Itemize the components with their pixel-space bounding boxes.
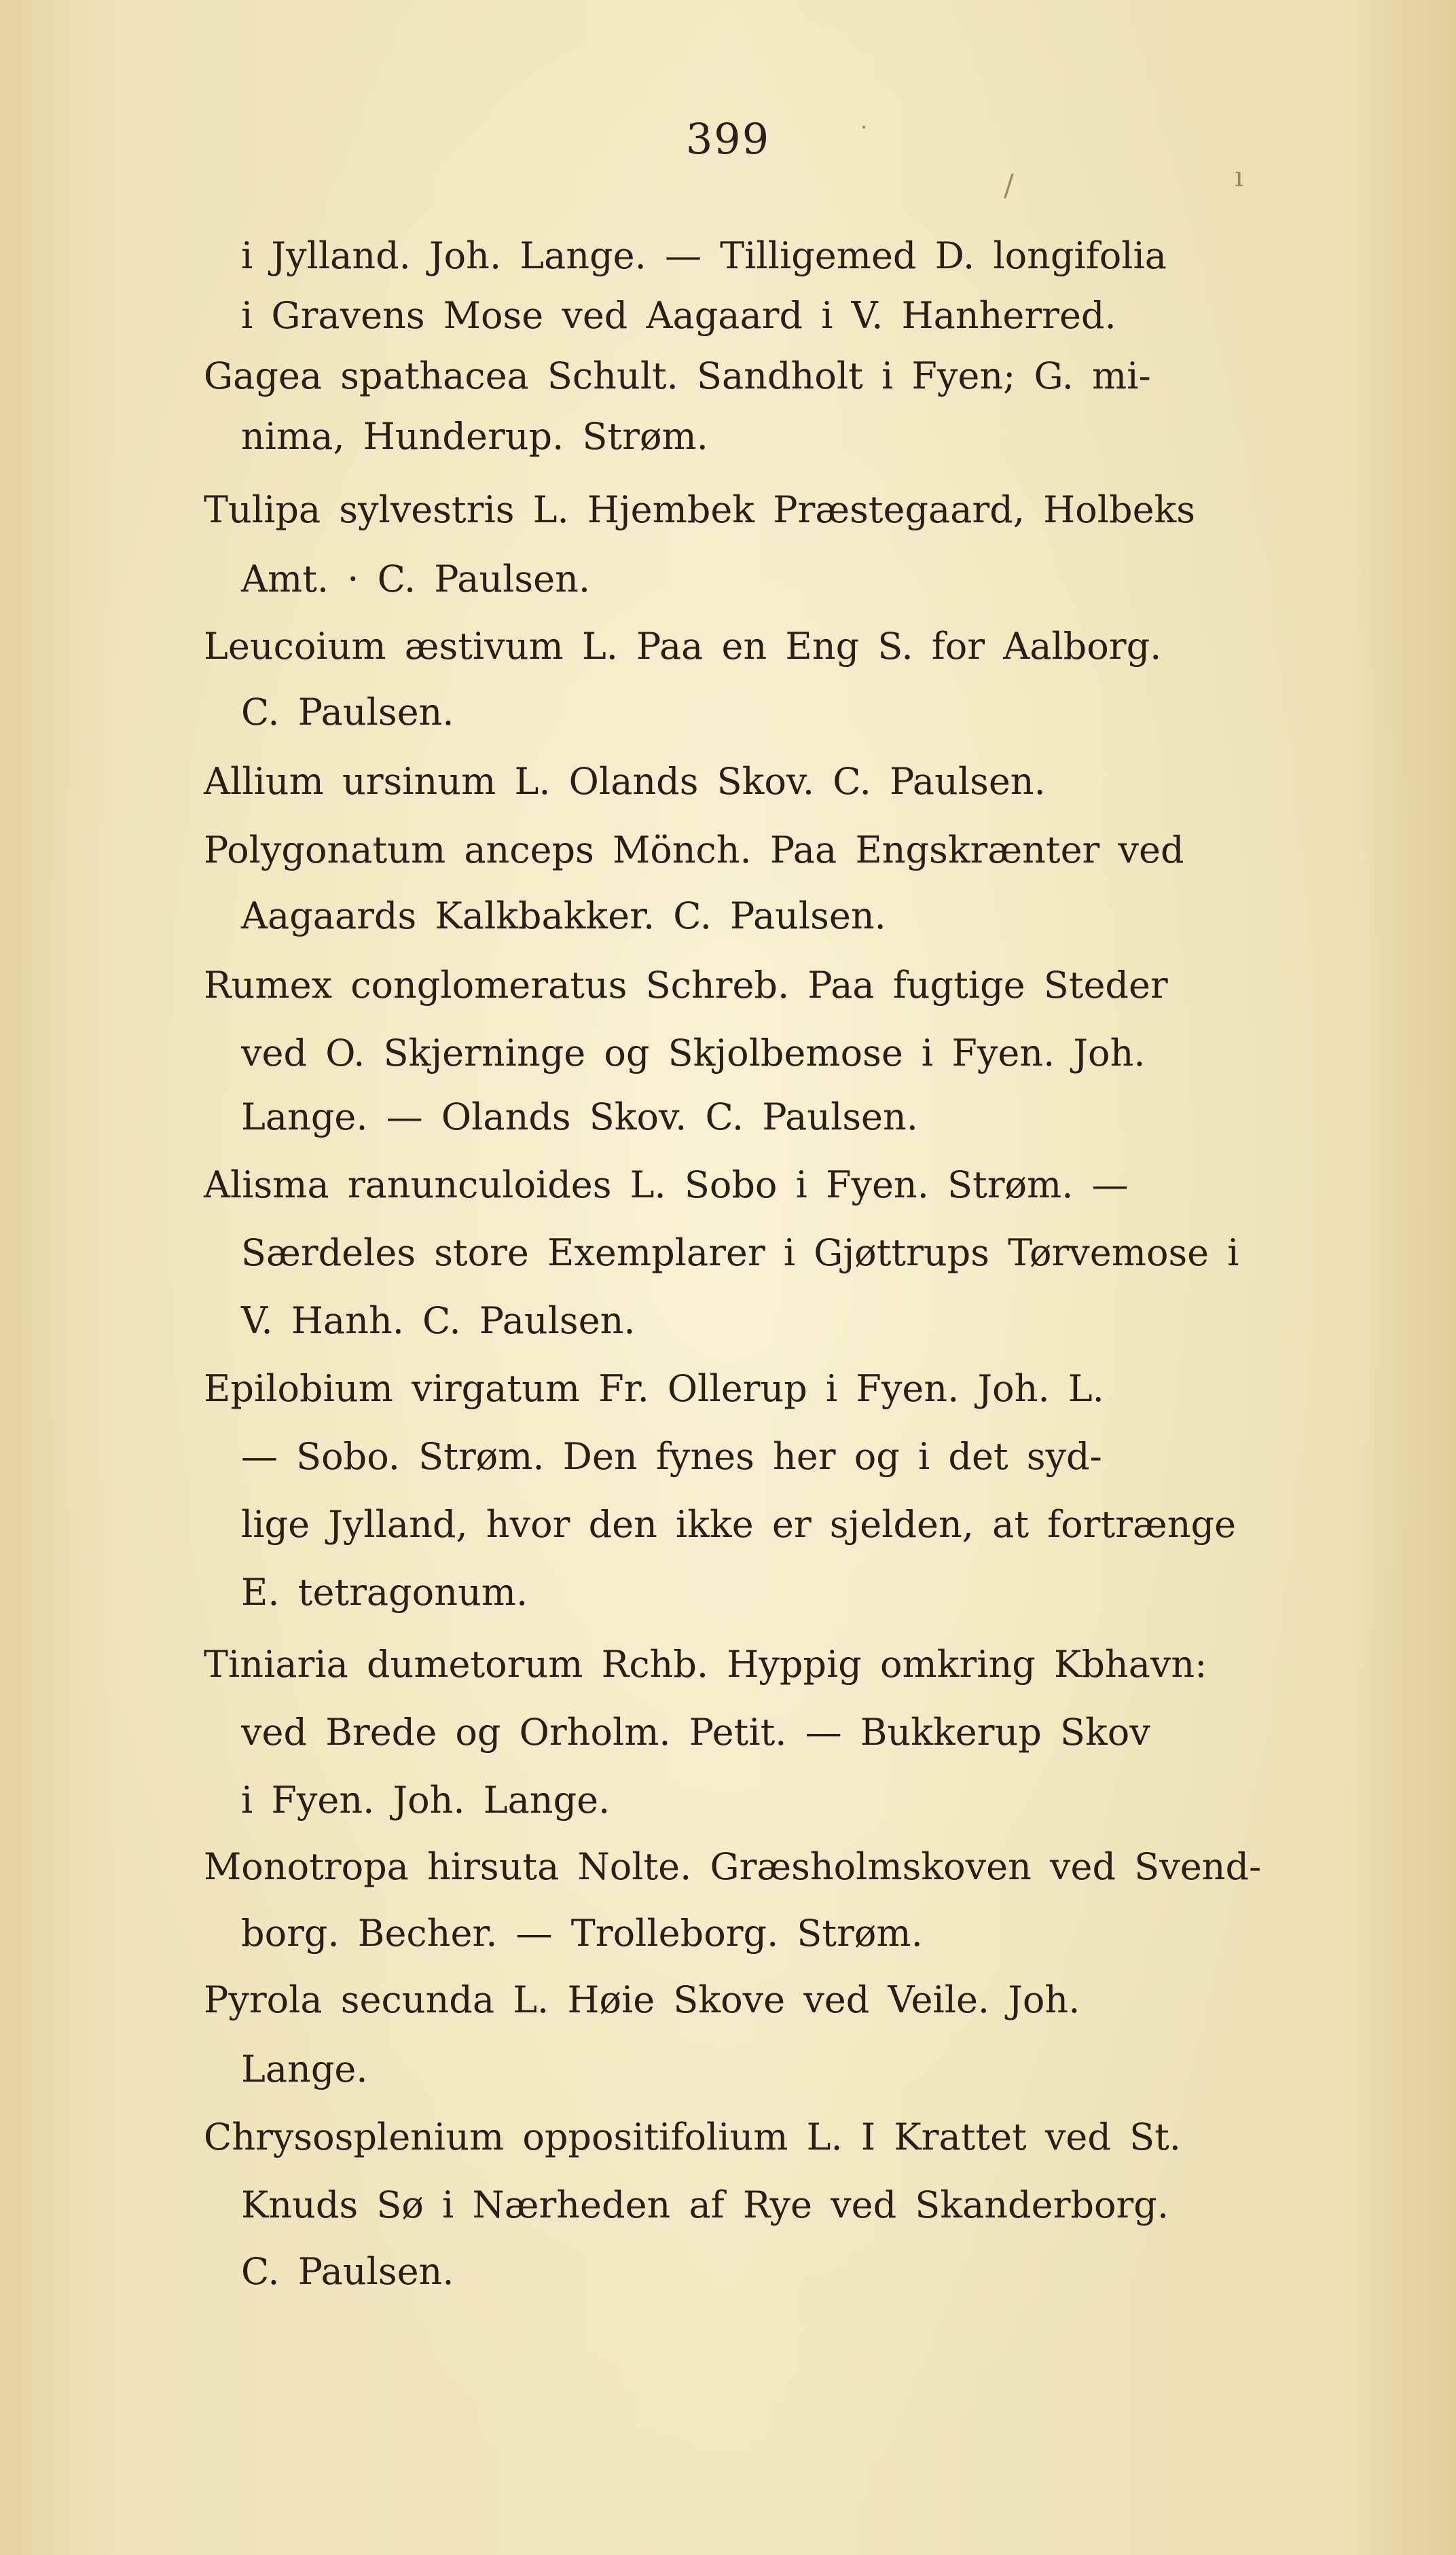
text-line-18: Epilobium virgatum Fr. Ollerup i Fyen. Joh. L.	[204, 1367, 1104, 1410]
text-line-15: Alisma ranunculoides L. Sobo i Fyen. Strøm. —	[204, 1163, 1129, 1206]
text-line-17: V. Hanh. C. Paulsen.	[241, 1299, 636, 1342]
text-line-11: Aagaards Kalkbakker. C. Paulsen.	[241, 894, 886, 937]
text-line-4: nima, Hunderup. Strøm.	[241, 415, 708, 458]
text-line-28: Lange.	[241, 2048, 368, 2090]
text-line-31: C. Paulsen.	[241, 2250, 454, 2293]
paper-speck: ˙	[857, 122, 871, 153]
text-line-13: ved O. Skjerninge og Skjolbemose i Fyen. Joh.	[241, 1032, 1146, 1074]
text-line-20: lige Jylland, hvor den ikke er sjelden, at fortrænge	[241, 1503, 1237, 1546]
text-line-1: i Jylland. Joh. Lange. — Tilligemed D. longifolia	[241, 234, 1167, 277]
text-line-8: C. Paulsen.	[241, 691, 454, 733]
text-line-19: — Sobo. Strøm. Den fynes her og i det syd-	[241, 1435, 1102, 1478]
text-line-7: Leucoium æstivum L. Paa en Eng S. for Aalborg.	[204, 625, 1162, 668]
text-line-12: Rumex conglomeratus Schreb. Paa fugtige Steder	[204, 964, 1168, 1007]
paper-mark: ı	[1235, 162, 1243, 193]
text-line-10: Polygonatum anceps Mönch. Paa Engskrænter ved	[204, 829, 1184, 871]
paper-mark: /	[1004, 168, 1014, 203]
text-line-9: Allium ursinum L. Olands Skov. C. Paulsen.	[204, 760, 1046, 803]
text-line-23: ved Brede og Orholm. Petit. — Bukkerup Skov	[241, 1711, 1150, 1754]
text-line-5: Tulipa sylvestris L. Hjembek Præstegaard, Holbeks	[204, 488, 1195, 531]
text-line-24: i Fyen. Joh. Lange.	[241, 1779, 611, 1822]
page-number: 399	[685, 114, 771, 164]
text-line-6: Amt. · C. Paulsen.	[241, 558, 591, 600]
text-line-3: Gagea spathacea Schult. Sandholt i Fyen; G. mi-	[204, 355, 1151, 397]
text-line-30: Knuds Sø i Nærheden af Rye ved Skanderborg.	[241, 2183, 1169, 2226]
text-line-22: Tiniaria dumetorum Rchb. Hyppig omkring Kbhavn:	[204, 1643, 1207, 1686]
text-line-21: E. tetragonum.	[241, 1571, 528, 1614]
text-line-16: Særdeles store Exemplarer i Gjøttrups Tørvemose i	[241, 1231, 1239, 1274]
text-line-25: Monotropa hirsuta Nolte. Græsholmskoven ved Svend-	[204, 1845, 1262, 1888]
text-line-26: borg. Becher. — Trolleborg. Strøm.	[241, 1912, 923, 1955]
text-line-2: i Gravens Mose ved Aagaard i V. Hanherred.	[241, 294, 1116, 337]
text-line-14: Lange. — Olands Skov. C. Paulsen.	[241, 1095, 918, 1138]
text-line-27: Pyrola secunda L. Høie Skove ved Veile. Joh.	[204, 1978, 1080, 2021]
text-line-29: Chrysosplenium oppositifolium L. I Krattet ved St.	[204, 2116, 1181, 2158]
